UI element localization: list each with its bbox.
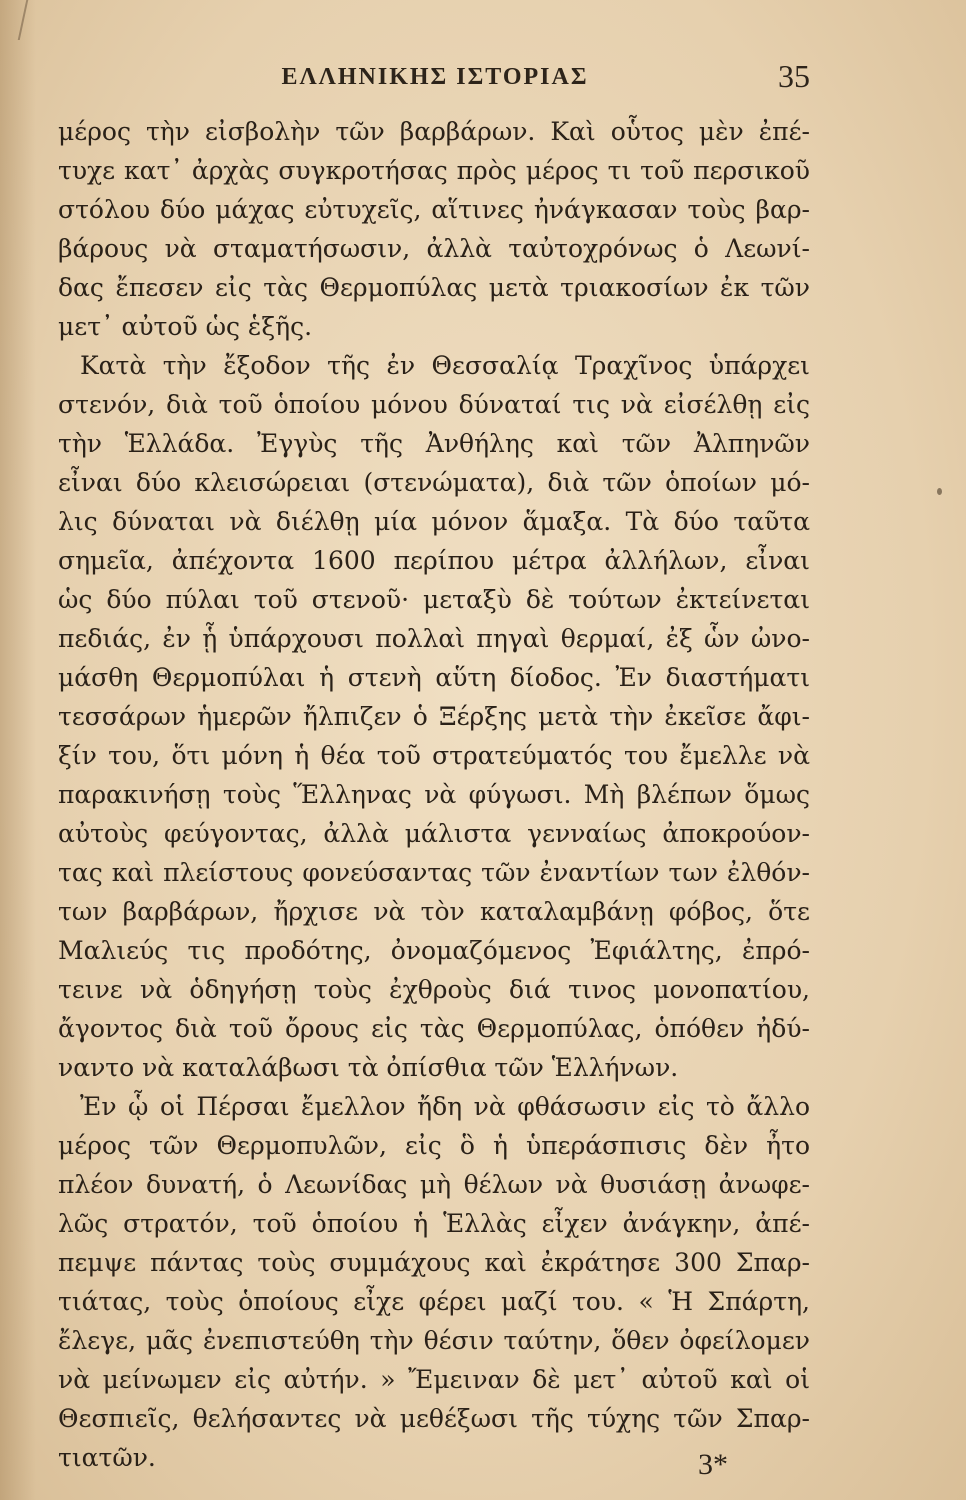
page-edge-stain	[0, 0, 36, 1500]
text-line: στενόν, διὰ τοῦ ὁποίου μόνου δύναταί τις νὰ εἰσέλθῃ εἰς	[58, 390, 810, 419]
text-line: Μαλιεύς τις προδότης, ὀνομαζόμενος Ἐφιάλτης, ἐπρό-	[58, 936, 810, 965]
text-line: τὴν Ἑλλάδα. Ἐγγὺς τῆς Ἀνθήλης καὶ τῶν Ἀλπηνῶν	[58, 429, 810, 458]
text-line: μετ᾽ αὐτοῦ ὡς ἑξῆς.	[58, 312, 313, 341]
text-line: των βαρβάρων, ἤρχισε νὰ τὸν καταλαμβάνῃ φόβος, ὅτε	[58, 897, 810, 926]
running-title: ΕΛΛΗΝΙΚΗΣ ΙΣΤΟΡΙΑΣ	[281, 64, 589, 90]
body-text	[58, 112, 810, 1477]
text-line: πλέον δυνατή, ὁ Λεωνίδας μὴ θέλων νὰ θυσιάσῃ ἀνωφε-	[58, 1170, 810, 1199]
text-line: Κατὰ τὴν ἔξοδον τῆς ἐν Θεσσαλίᾳ Τραχῖνος ὑπάρχει	[80, 351, 810, 380]
text-line: ἄγοντος διὰ τοῦ ὄρους εἰς τὰς Θερμοπύλας, ὁπόθεν ἠδύ-	[58, 1014, 810, 1043]
text-line: σημεῖα, ἀπέχοντα 1600 περίπου μέτρα ἀλλήλων, εἶναι	[58, 546, 810, 575]
text-line: Θεσπιεῖς, θελήσαντες νὰ μεθέξωσι τῆς τύχης τῶν Σπαρ-	[58, 1404, 810, 1433]
text-line: βάρους νὰ σταματήσωσιν, ἀλλὰ ταὐτοχρόνως ὁ Λεωνί-	[58, 234, 810, 263]
text-line: νὰ μείνωμεν εἰς αὐτήν. » Ἔμειναν δὲ μετ᾽ αὐτοῦ καὶ οἱ	[58, 1365, 810, 1394]
paper-fleck	[937, 488, 942, 495]
text-line: Ἐν ᾧ οἱ Πέρσαι ἔμελλον ἤδη νὰ φθάσωσιν εἰς τὸ ἄλλο	[80, 1092, 810, 1121]
text-line: τιάτας, τοὺς ὁποίους εἶχε φέρει μαζί του. « Ἡ Σπάρτη,	[58, 1287, 810, 1316]
signature-mark: 3*	[698, 1448, 728, 1481]
text-line: ναντο νὰ καταλάβωσι τὰ ὀπίσθια τῶν Ἑλλήνων.	[58, 1053, 679, 1082]
text-line: δας ἔπεσεν εἰς τὰς Θερμοπύλας μετὰ τριακοσίων ἐκ τῶν	[58, 273, 810, 302]
text-line: πεμψε πάντας τοὺς συμμάχους καὶ ἐκράτησε 300 Σπαρ-	[58, 1248, 810, 1277]
page-number: 35	[778, 58, 810, 94]
text-line: ἔλεγε, μᾶς ἐνεπιστεύθη τὴν θέσιν ταύτην, ὅθεν ὀφείλομεν	[58, 1326, 810, 1355]
text-line: πεδιάς, ἐν ᾗ ὑπάρχουσι πολλαὶ πηγαὶ θερμαί, ἐξ ὧν ὠνο-	[58, 624, 810, 653]
text-line: λις δύναται νὰ διέλθῃ μία μόνον ἅμαξα. Τὰ δύο ταῦτα	[58, 507, 810, 536]
text-line: τεσσάρων ἡμερῶν ἤλπιζεν ὁ Ξέρξης μετὰ τὴν ἐκεῖσε ἄφι-	[58, 702, 810, 731]
page-header	[60, 58, 810, 102]
text-line: τιατῶν.	[58, 1443, 156, 1472]
text-line: παρακινήσῃ τοὺς Ἕλληνας νὰ φύγωσι. Μὴ βλέπων ὅμως	[58, 780, 810, 809]
text-line: ὡς δύο πύλαι τοῦ στενοῦ· μεταξὺ δὲ τούτων ἐκτείνεται	[58, 585, 810, 614]
text-line: τυχε κατ᾽ ἀρχὰς συγκροτήσας πρὸς μέρος τι τοῦ περσικοῦ	[58, 156, 810, 185]
text-line: λῶς στρατόν, τοῦ ὁποίου ἡ Ἑλλὰς εἶχεν ἀνάγκην, ἀπέ-	[58, 1209, 810, 1238]
text-line: τας καὶ πλείστους φονεύσαντας τῶν ἐναντίων των ἐλθόν-	[58, 858, 810, 887]
text-line: αὐτοὺς φεύγοντας, ἀλλὰ μάλιστα γενναίως ἀποκρούον-	[58, 819, 810, 848]
text-line: τεινε νὰ ὁδηγήσῃ τοὺς ἐχθροὺς διά τινος μονοπατίου,	[58, 975, 810, 1004]
text-line: στόλου δύο μάχας εὐτυχεῖς, αἵτινες ἠνάγκασαν τοὺς βαρ-	[58, 195, 810, 224]
text-line: μάσθη Θερμοπύλαι ἡ στενὴ αὕτη δίοδος. Ἐν διαστήματι	[58, 663, 810, 692]
text-line: μέρος τὴν εἰσβολὴν τῶν βαρβάρων. Καὶ οὗτος μὲν ἐπέ-	[58, 117, 810, 146]
text-line: εἶναι δύο κλεισώρειαι (στενώματα), διὰ τῶν ὁποίων μό-	[58, 468, 810, 497]
text-line: ξίν του, ὅτι μόνη ἡ θέα τοῦ στρατεύματός του ἔμελλε νὰ	[58, 741, 810, 770]
text-line: μέρος τῶν Θερμοπυλῶν, εἰς ὃ ἡ ὑπεράσπισις δὲν ἦτο	[58, 1131, 810, 1160]
